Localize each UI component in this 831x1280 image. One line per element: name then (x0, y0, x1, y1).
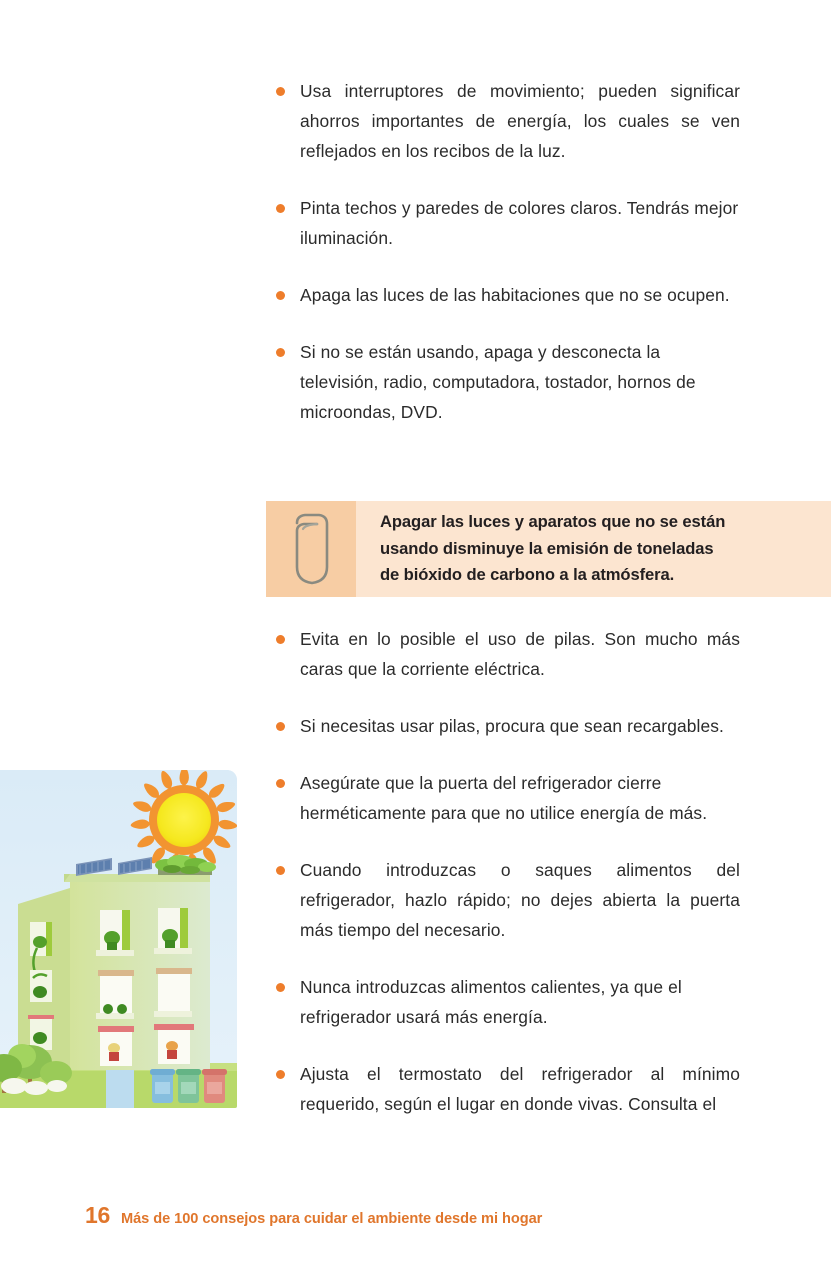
bullet-dot-icon (276, 1070, 285, 1079)
bullet-dot-icon (276, 983, 285, 992)
bullet-dot-icon (276, 204, 285, 213)
tip-text: Apaga las luces de las habitaciones que no se ocupen. (300, 285, 730, 305)
tip-item (266, 76, 740, 166)
bullet-dot-icon (276, 866, 285, 875)
tip-item (266, 711, 740, 741)
tips-list-top (266, 76, 740, 427)
page-footer (85, 1202, 542, 1229)
tip-text: Si necesitas usar pilas, procura que sean recargables. (300, 716, 724, 736)
tips-list-bottom (266, 624, 740, 1119)
callout-line-1: Apagar las luces y aparatos que no se están (380, 512, 726, 532)
tip-item (266, 855, 740, 945)
callout-line-3: de bióxido de carbono a la atmósfera. (380, 565, 675, 585)
callout-text-block (356, 501, 831, 597)
recycling-bins (150, 1069, 227, 1103)
bullet-dot-icon (276, 291, 285, 300)
tip-text: Nunca introduzcas alimentos calientes, ya que el refrigerador usará más energía. (300, 977, 682, 1027)
bullet-dot-icon (276, 348, 285, 357)
tip-item (266, 972, 740, 1032)
tip-item (266, 624, 740, 684)
tip-text: Ajusta el termostato del refrigerador al mínimo requerido, según el lugar en donde vivas. Consulta el (300, 1064, 740, 1114)
tip-text: Usa interruptores de movimiento; pueden significar ahorros importantes de energía, los cuales se ven reflejados en los recibos de la luz. (300, 81, 740, 161)
callout-line-2: usando disminuye la emisión de toneladas (380, 538, 714, 558)
tip-item (266, 280, 740, 310)
tip-item (266, 768, 740, 828)
callout-icon-panel (266, 501, 356, 597)
tip-text: Asegúrate que la puerta del refrigerador cierre herméticamente para que no utilice energía de más. (300, 773, 708, 823)
tip-text: Pinta techos y paredes de colores claros. Tendrás mejor iluminación. (300, 198, 739, 248)
bullet-dot-icon (276, 722, 285, 731)
footer-title: Más de 100 consejos para cuidar el ambiente desde mi hogar (120, 1211, 543, 1227)
illustration-graphic (0, 770, 237, 1108)
tip-text: Si no se están usando, apaga y desconecta la televisión, radio, computadora, tostador, hornos de microondas, DVD. (300, 342, 696, 422)
tip-text: Evita en lo posible el uso de pilas. Son mucho más caras que la corriente eléctrica. (300, 629, 740, 679)
tip-item (266, 1059, 740, 1119)
eco-building-illustration (0, 770, 237, 1108)
highlight-callout (266, 501, 831, 597)
bullet-dot-icon (276, 779, 285, 788)
page-number: 16 (85, 1202, 110, 1228)
bullet-dot-icon (276, 635, 285, 644)
bullet-dot-icon (276, 87, 285, 96)
tip-item (266, 193, 740, 253)
tip-item (266, 337, 740, 427)
paperclip-icon (283, 507, 339, 591)
tip-text: Cuando introduzcas o saques alimentos del refrigerador, hazlo rápido; no dejes abierta la puerta más tiempo del necesario. (300, 860, 740, 940)
